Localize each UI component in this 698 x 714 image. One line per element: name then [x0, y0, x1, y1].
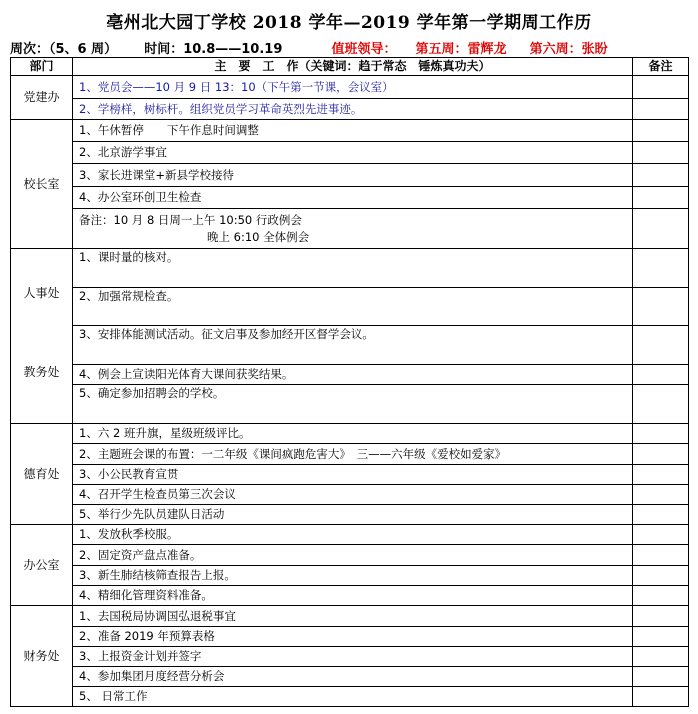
task-item: 5、举行少先队员建队日活动 [73, 505, 633, 525]
note-cell [633, 586, 689, 606]
task-item: 3、新生肺结核筛查报告上报。 [73, 566, 633, 586]
table-row [11, 687, 689, 707]
table-row [11, 485, 689, 505]
task-item: 5、 日常工作 [73, 687, 633, 707]
table-row [11, 525, 689, 545]
table-row [11, 424, 689, 444]
note-cell [633, 444, 689, 465]
table-row [11, 444, 689, 465]
col-note-header: 备注 [633, 58, 689, 76]
note-cell [633, 505, 689, 525]
note-cell [633, 566, 689, 586]
task-item: 2、北京游学事宜 [73, 142, 633, 164]
table-row [11, 120, 689, 142]
note-cell [633, 142, 689, 164]
note-cell [633, 465, 689, 485]
note-cell [633, 525, 689, 545]
note-cell [633, 288, 689, 326]
remark-line: 晚上 6:10 全体例会 [207, 229, 310, 244]
note-cell [633, 326, 689, 364]
task-item: 4、召开学生检查员第三次会议 [73, 485, 633, 505]
task-item: 3、小公民教育宣贯 [73, 465, 633, 485]
task-item: 1、六 2 班升旗，星级班级评比。 [73, 424, 633, 444]
note-cell [633, 424, 689, 444]
table-row [11, 465, 689, 485]
table-row [11, 384, 689, 423]
note-cell [633, 647, 689, 667]
table-row [11, 647, 689, 667]
task-item: 4、参加集团月度经营分析会 [73, 667, 633, 687]
note-cell [633, 687, 689, 707]
note-cell [633, 76, 689, 99]
task-item: 4、办公室环创卫生检查 [73, 187, 633, 209]
task-item: 3、家长进课堂+新县学校接待 [73, 164, 633, 187]
note-cell [633, 209, 689, 249]
header-info [10, 38, 608, 57]
note-cell [633, 545, 689, 566]
note-cell [633, 120, 689, 142]
dept-cell [11, 249, 73, 424]
task-item: 5、确定参加招聘会的学校。 [73, 384, 633, 423]
table-row [11, 566, 689, 586]
remark-line: 备注：10 月 8 日周一上午 10:50 行政例会 [79, 212, 302, 227]
note-cell [633, 606, 689, 627]
table-row [11, 209, 689, 249]
task-item: 4、精细化管理资料准备。 [73, 586, 633, 606]
week5-leader: 第五周：雷辉龙 [415, 42, 507, 57]
table-row [11, 606, 689, 627]
remark-cell [73, 209, 633, 249]
table-row [11, 76, 689, 99]
dept-cell: 财务处 [11, 606, 73, 707]
task-item: 2、准备 2019 年预算表格 [73, 627, 633, 647]
table-row [11, 142, 689, 164]
table-row [11, 326, 689, 364]
table-row [11, 545, 689, 566]
duty-label: 值班领导： [331, 42, 397, 57]
col-main-header: 主 要 工 作（关键词：趋于常态 锤炼真功夫） [73, 58, 633, 76]
dept-cell: 德育处 [11, 424, 73, 525]
note-cell [633, 485, 689, 505]
table-row [11, 586, 689, 606]
dept-cell: 办公室 [11, 525, 73, 606]
dept-label-hr: 人事处 [23, 286, 60, 300]
task-item: 3、安排体能测试活动。征文启事及参加经开区督学会议。 [73, 326, 633, 364]
note-cell [633, 249, 689, 288]
table-row [11, 505, 689, 525]
note-cell [633, 384, 689, 423]
note-cell [633, 364, 689, 384]
task-item: 4、例会上宣读阳光体育大课间获奖结果。 [73, 364, 633, 384]
table-row [11, 627, 689, 647]
time-label: 时间：10.8——10.19 [144, 42, 283, 57]
week-label: 周次：（5、6 周） [10, 42, 118, 57]
note-cell [633, 187, 689, 209]
task-item: 1、去国税局协调国弘退税事宜 [73, 606, 633, 627]
page-title: 亳州北大园丁学校 2018 学年—2019 学年第一学期周工作历 [106, 13, 592, 33]
table-row [11, 164, 689, 187]
table-row [11, 99, 689, 120]
task-item: 2、固定资产盘点准备。 [73, 545, 633, 566]
task-item: 1、课时量的核对。 [73, 249, 633, 288]
task-item: 2、主题班会课的布置：一二年级《课间疯跑危害大》 三——六年级《爱校如爱家》 [73, 444, 633, 465]
table-row [11, 667, 689, 687]
table-header-row [11, 58, 689, 76]
note-cell [633, 627, 689, 647]
task-item: 1、党员会——10 月 9 日 13：10（下午第一节课，会议室） [73, 76, 633, 99]
dept-cell: 校长室 [11, 120, 73, 249]
week6-leader: 第六周：张盼 [529, 42, 608, 57]
table-row [11, 364, 689, 384]
dept-cell: 党建办 [11, 76, 73, 120]
dept-label-academic: 教务处 [23, 365, 60, 379]
note-cell [633, 164, 689, 187]
col-dept-header: 部门 [11, 58, 73, 76]
task-item: 1、午休暂停 下午作息时间调整 [73, 120, 633, 142]
note-cell [633, 667, 689, 687]
note-cell [633, 99, 689, 120]
table-row [11, 249, 689, 288]
schedule-table [10, 57, 689, 707]
task-item: 2、加强常规检查。 [73, 288, 633, 326]
task-item: 1、发放秋季校服。 [73, 525, 633, 545]
task-item: 2、学榜样，树标杆。组织党员学习革命英烈先进事迹。 [73, 99, 633, 120]
task-item: 3、上报资金计划并签字 [73, 647, 633, 667]
table-row [11, 187, 689, 209]
table-row [11, 288, 689, 326]
